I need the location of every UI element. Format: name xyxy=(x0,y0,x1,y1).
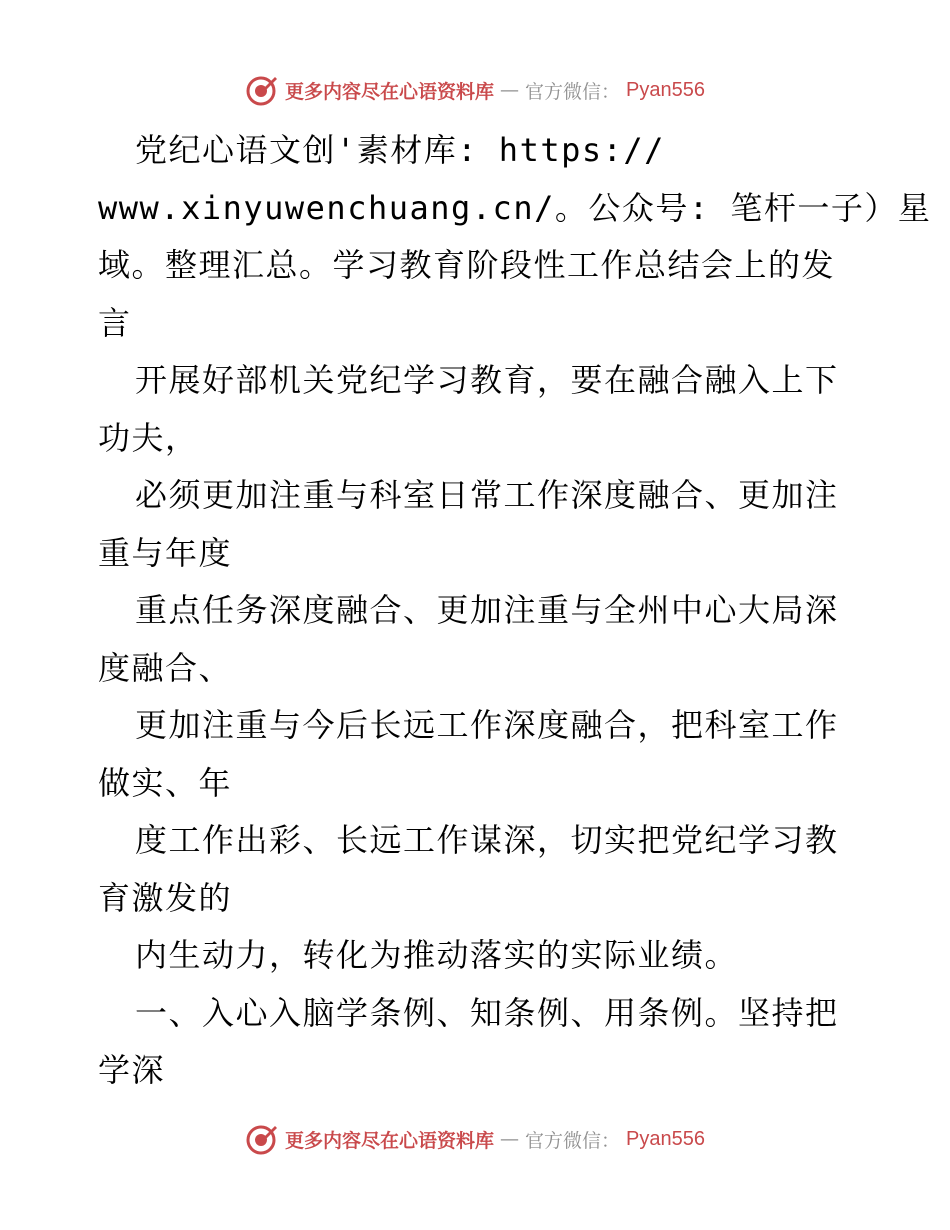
text-line: 重与年度 xyxy=(98,533,233,572)
text-line: 做实、年 xyxy=(98,763,233,802)
text-line: 言 xyxy=(98,303,132,342)
text-line: www.xinyuwenchuang.cn/。公众号: 笔杆一子）星 xyxy=(98,188,932,227)
header-banner xyxy=(0,70,950,110)
header-separator: — xyxy=(500,79,520,101)
footer-wechat-id: Pyan556 xyxy=(626,1127,705,1150)
text-line: 域。整理汇总。学习教育阶段性工作总结会上的发 xyxy=(98,246,836,284)
text-line: 学深 xyxy=(98,1051,166,1089)
text-line: 度工作出彩、长远工作谋深，切实把党纪学习教 xyxy=(135,821,839,859)
text-line: 重点任务深度融合、更加注重与全州中心大局深 xyxy=(135,591,839,629)
text-line: 开展好部机关党纪学习教育，要在融合融入上下 xyxy=(135,361,839,399)
footer-banner-text: 更多内容尽在心语资料库 xyxy=(285,1129,495,1152)
text-line: 内生动力，转化为推动落实的实际业绩。 xyxy=(135,936,739,974)
logo-icon xyxy=(245,1122,279,1156)
footer-banner xyxy=(0,1119,950,1159)
text-line: 必须更加注重与科室日常工作深度融合、更加注 xyxy=(135,476,839,514)
header-wechat-label: 官方微信： xyxy=(525,80,621,103)
text-line: 功夫， xyxy=(98,418,199,457)
document-body xyxy=(98,122,932,1100)
logo-icon xyxy=(245,73,279,107)
footer-wechat-label: 官方微信： xyxy=(525,1129,621,1152)
text-line: 一、入心入脑学条例、知条例、用条例。坚持把 xyxy=(135,993,839,1032)
text-line: 党纪心语文创'素材库: https:// xyxy=(135,131,665,169)
text-line: 更加注重与今后长远工作深度融合，把科室工作 xyxy=(135,706,839,744)
text-line: 育激发的 xyxy=(98,878,233,917)
footer-separator: — xyxy=(500,1128,520,1150)
text-line: 度融合、 xyxy=(98,648,233,687)
header-banner-text: 更多内容尽在心语资料库 xyxy=(285,80,495,103)
header-wechat-id: Pyan556 xyxy=(626,78,705,101)
